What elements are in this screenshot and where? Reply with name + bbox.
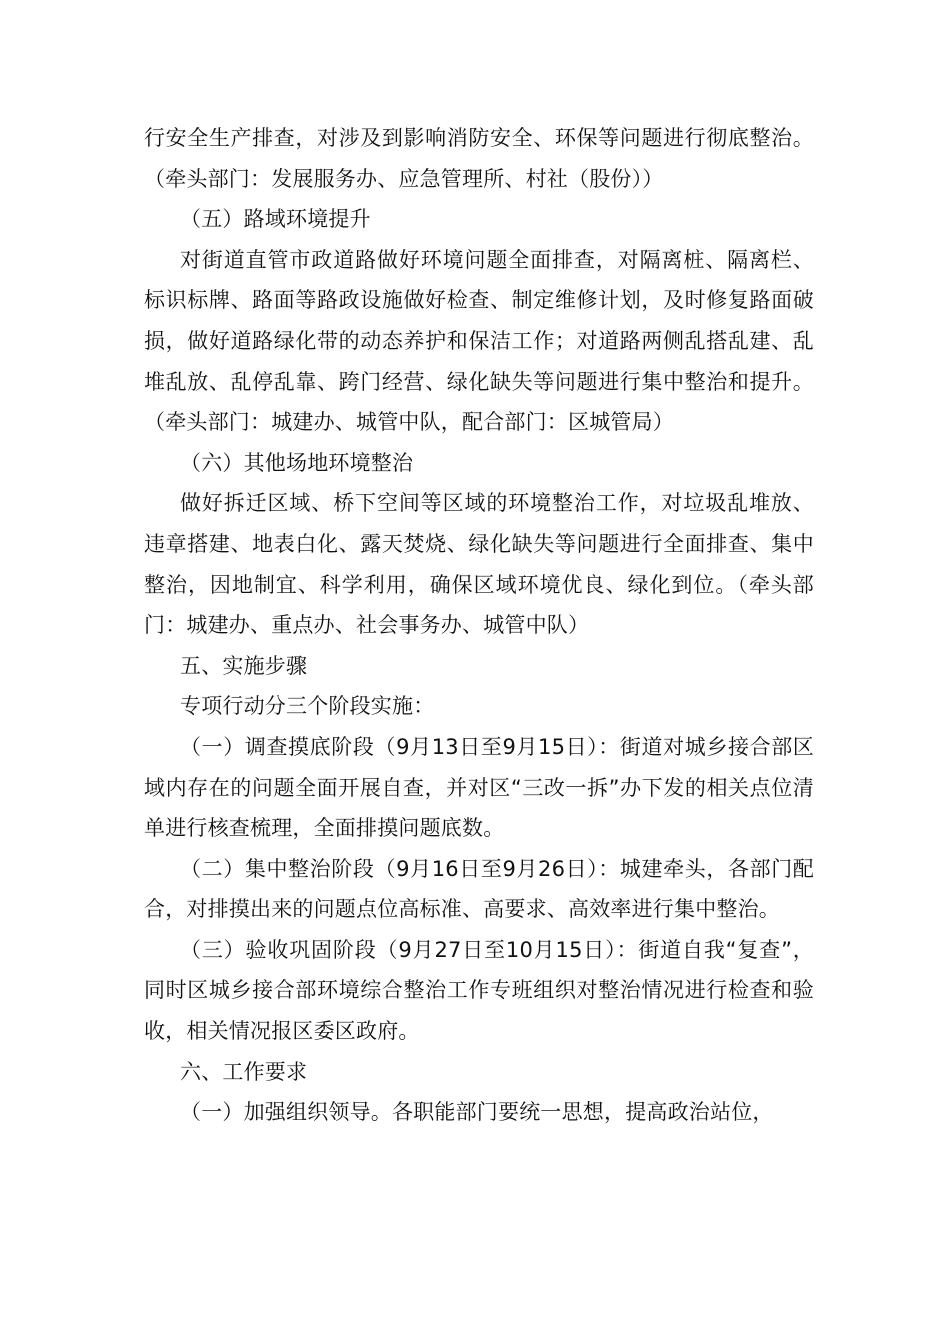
paragraph-phase-survey: （一）调查摸底阶段（9月13日至9月15日）：街道对城乡接合部区域内存在的问题全面开展自查，并对区“三改一拆”办下发的相关点位清单进行核查梳理，全面排摸问题底数。 (144, 734, 815, 841)
paragraph-safety-check: 行安全生产排查，对涉及到影响消防安全、环保等问题进行彻底整治。（牵头部门：发展服务办、应急管理所、村社（股份）） (144, 126, 814, 191)
heading-implementation-steps: 五、实施步骤 (180, 653, 308, 678)
document-body (144, 118, 814, 1133)
paragraph-phase-acceptance: （三）验收巩固阶段（9月27日至10月15日）：街道自我“复查”，同时区城乡接合部环境综合整治工作专班组织对整治情况进行检查和验收，相关情况报区委区政府。 (144, 937, 814, 1044)
paragraph-phase-rectification: （二）集中整治阶段（9月16日至9月26日）：城建牵头，各部门配合，对排摸出来的问题点位高标准、高要求、高效率进行集中整治。 (144, 856, 815, 922)
paragraph-leadership: （一）加强组织领导。各职能部门要统一思想，提高政治站位， (180, 1100, 774, 1125)
paragraph-three-phases: 专项行动分三个阶段实施： (180, 694, 435, 719)
heading-work-requirements: 六、工作要求 (180, 1059, 308, 1084)
heading-other-sites: （六）其他场地环境整治 (180, 450, 414, 475)
paragraph-other-sites: 做好拆迁区域、桥下空间等区域的环境整治工作，对垃圾乱堆放、违章搭建、地表白化、露天焚烧、绿化缺失等问题进行全面排查、集中整治，因地制宜、科学利用，确保区域环境优良、绿化到位。（牵头部门：城建办、重点办、社会事务办、城管中队） (144, 491, 814, 638)
paragraph-road-environment: 对街道直管市政道路做好环境问题全面排查，对隔离桩、隔离栏、标识标牌、路面等路政设施做好检查、制定维修计划，及时修复路面破损，做好道路绿化带的动态养护和保洁工作；对道路两侧乱搭乱建、乱堆乱放、乱停乱靠、跨门经营、绿化缺失等问题进行集中整治和提升。（牵头部门：城建办、城管中队，配合部门：区城管局） (144, 247, 814, 435)
heading-road-environment: （五）路域环境提升 (180, 207, 371, 232)
